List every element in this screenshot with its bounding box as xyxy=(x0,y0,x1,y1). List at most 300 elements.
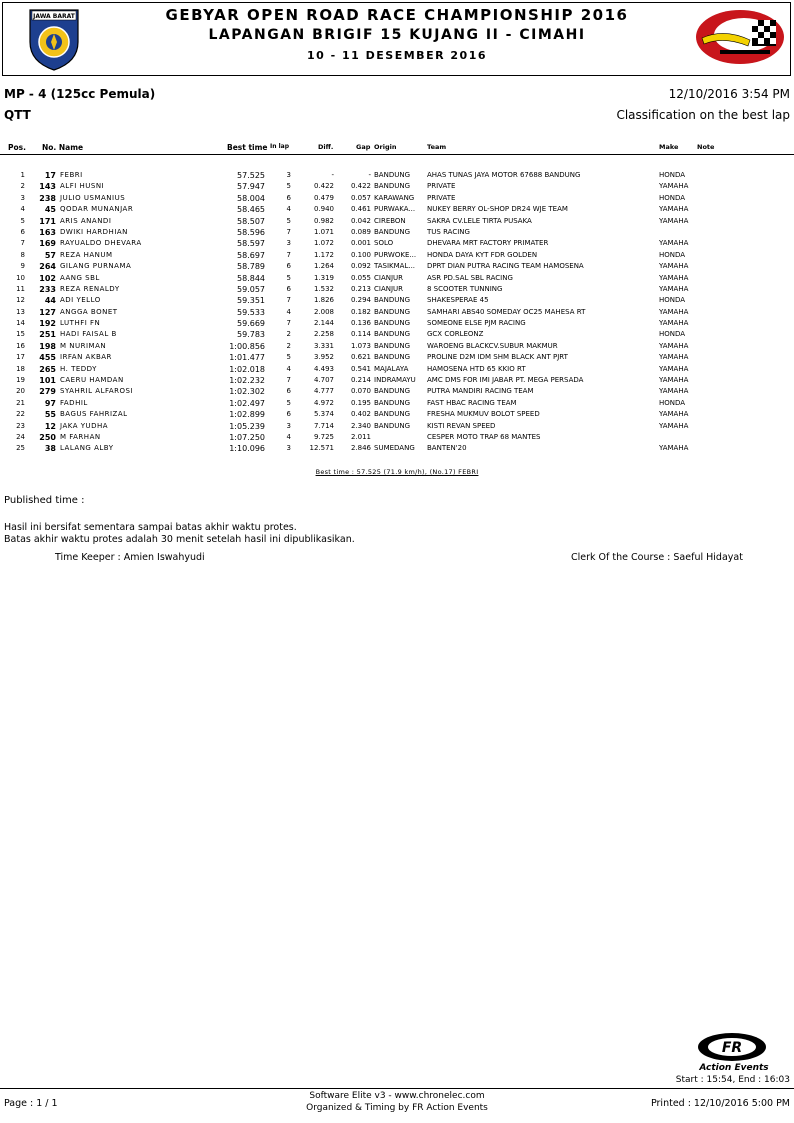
cell-best: 1:02.302 xyxy=(229,387,265,397)
session-start-end: Start : 15:54, End : 16:03 xyxy=(675,1075,790,1085)
cell-diff: 3.331 xyxy=(313,341,334,350)
cell-diff: 0.982 xyxy=(313,216,334,225)
cell-best: 58.004 xyxy=(237,193,265,203)
cell-pos: 20 xyxy=(16,387,25,396)
table-row xyxy=(0,421,794,432)
cell-team: PROLINE D2M IDM SHM BLACK ANT PJRT xyxy=(427,353,568,362)
table-row xyxy=(0,204,794,215)
cell-name: FEBRI xyxy=(60,171,83,179)
cell-team: AHAS TUNAS JAYA MOTOR 67688 BANDUNG xyxy=(427,171,581,179)
cell-name: AANG SBL xyxy=(60,273,100,282)
cell-best: 1:05.239 xyxy=(229,421,265,431)
cell-origin: BANDUNG xyxy=(374,330,411,339)
cell-lap: 7 xyxy=(286,376,291,385)
cell-lap: 6 xyxy=(286,410,291,419)
cell-diff: 1.071 xyxy=(313,227,334,236)
cell-make: YAMAHA xyxy=(659,421,689,430)
time-keeper: Time Keeper : Amien Iswahyudi xyxy=(55,552,205,563)
cell-make: YAMAHA xyxy=(659,387,689,396)
session-name: QTT xyxy=(4,108,31,122)
table-row xyxy=(0,295,794,306)
col-pos: Pos. xyxy=(8,143,26,152)
cell-name: H. TEDDY xyxy=(60,364,97,373)
cell-no: 198 xyxy=(39,341,56,351)
cell-best: 1:02.018 xyxy=(229,364,265,374)
cell-best: 1:00.856 xyxy=(229,341,265,351)
cell-best: 1:10.096 xyxy=(229,444,265,454)
event-title: GEBYAR OPEN ROAD RACE CHAMPIONSHIP 2016 xyxy=(165,6,629,24)
cell-gap: 0.294 xyxy=(350,296,371,305)
cell-best: 59.783 xyxy=(237,330,265,340)
cell-pos: 24 xyxy=(16,432,25,441)
cell-pos: 6 xyxy=(20,227,25,236)
cell-pos: 9 xyxy=(20,262,25,271)
cell-name: BAGUS FAHRIZAL xyxy=(60,410,128,419)
cell-team: BANTEN'20 xyxy=(427,444,467,453)
printed-datetime: Printed : 12/10/2016 5:00 PM xyxy=(650,1098,790,1109)
results-table xyxy=(0,170,794,455)
cell-best: 1:02.497 xyxy=(229,398,265,408)
cell-team: 8 SCOOTER TUNNING xyxy=(427,284,503,293)
cell-lap: 5 xyxy=(286,182,291,191)
col-no-name: No. Name xyxy=(42,143,84,152)
fr-action-events-logo-icon xyxy=(694,1030,774,1074)
cell-lap: 5 xyxy=(286,273,291,282)
cell-best: 59.057 xyxy=(237,284,265,294)
cell-pos: 22 xyxy=(16,410,25,419)
cell-no: 251 xyxy=(39,330,56,340)
table-row xyxy=(0,364,794,375)
cell-pos: 14 xyxy=(16,319,25,328)
cell-origin: BANDUNG xyxy=(374,410,411,419)
cell-no: 192 xyxy=(39,319,56,329)
cell-best: 1:02.899 xyxy=(229,410,265,420)
cell-team: SOMEONE ELSE PJM RACING xyxy=(427,319,526,328)
cell-make: YAMAHA xyxy=(659,273,689,282)
table-row xyxy=(0,261,794,272)
cell-pos: 16 xyxy=(16,341,25,350)
cell-name: CAERU HAMDAN xyxy=(60,376,124,385)
cell-diff: 5.374 xyxy=(313,410,334,419)
cell-lap: 2 xyxy=(286,341,291,350)
cell-pos: 7 xyxy=(20,239,25,248)
cell-diff: 3.952 xyxy=(313,353,334,362)
cell-team: GCX CORLEONZ xyxy=(427,330,484,339)
cell-pos: 2 xyxy=(20,182,25,191)
cell-best: 1:07.250 xyxy=(229,432,265,442)
cell-gap: 0.089 xyxy=(350,227,371,236)
col-note: Note xyxy=(697,143,715,151)
cell-pos: 17 xyxy=(16,353,25,362)
cell-best: 58.844 xyxy=(237,273,265,283)
svg-text:FR: FR xyxy=(721,1040,743,1056)
cell-diff: - xyxy=(331,171,334,179)
cell-name: ALFI HUSNI xyxy=(60,182,105,191)
cell-gap: 2.340 xyxy=(350,421,371,430)
cell-pos: 12 xyxy=(16,296,25,305)
cell-pos: 23 xyxy=(16,421,25,430)
cell-no: 45 xyxy=(44,205,56,215)
cell-gap: 0.055 xyxy=(350,273,371,282)
cell-name: ANGGA BONET xyxy=(60,307,118,316)
cell-make: YAMAHA xyxy=(659,307,689,316)
cell-origin: PURWOKE... xyxy=(374,250,417,259)
cell-gap: 0.070 xyxy=(350,387,371,396)
cell-lap: 4 xyxy=(286,307,291,316)
cell-diff: 12.571 xyxy=(309,444,334,453)
cell-make: YAMAHA xyxy=(659,341,689,350)
cell-diff: 0.940 xyxy=(313,205,334,214)
cell-name: LUTHFI FN xyxy=(60,319,101,328)
col-diff: Diff. xyxy=(318,143,334,151)
cell-no: 265 xyxy=(39,364,56,374)
software-credit: Software Elite v3 - www.chronelec.com xyxy=(309,1091,485,1101)
cell-pos: 3 xyxy=(20,193,25,202)
cell-team: SAMHARI ABS40 SOMEDAY OC25 MAHESA RT xyxy=(427,307,586,316)
cell-diff: 9.725 xyxy=(313,432,334,441)
cell-no: 171 xyxy=(39,216,56,226)
cell-no: 44 xyxy=(44,296,56,306)
cell-gap: 0.136 xyxy=(350,319,371,328)
cell-make: HONDA xyxy=(659,330,686,339)
report-datetime: 12/10/2016 3:54 PM xyxy=(668,87,790,101)
table-row xyxy=(0,181,794,192)
cell-origin: TASIKMAL... xyxy=(374,262,416,271)
event-dates: 10 - 11 DESEMBER 2016 xyxy=(306,49,487,62)
cell-team: AMC DMS FOR IMI JABAR PT. MEGA PERSADA xyxy=(427,376,584,385)
cell-diff: 4.707 xyxy=(313,376,334,385)
col-origin: Origin xyxy=(374,143,397,151)
cell-make: YAMAHA xyxy=(659,319,689,328)
page-number: Page : 1 / 1 xyxy=(4,1098,58,1109)
cell-lap: 5 xyxy=(286,353,291,362)
cell-gap: 0.100 xyxy=(350,250,371,259)
cell-gap: 2.846 xyxy=(350,444,371,453)
cell-gap: 0.195 xyxy=(350,398,371,407)
cell-lap: 4 xyxy=(286,205,291,214)
cell-name: M FARHAN xyxy=(60,432,101,441)
cell-no: 455 xyxy=(39,353,56,363)
cell-gap: 1.073 xyxy=(350,341,371,350)
cell-name: GILANG PURNAMA xyxy=(60,262,132,271)
cell-origin: BANDUNG xyxy=(374,387,411,396)
cell-make: YAMAHA xyxy=(659,182,689,191)
cell-origin: SOLO xyxy=(374,239,394,248)
cell-make: YAMAHA xyxy=(659,353,689,362)
table-row xyxy=(0,443,794,454)
table-row xyxy=(0,273,794,284)
cell-diff: 2.258 xyxy=(313,330,334,339)
classification-type: Classification on the best lap xyxy=(616,108,790,122)
cell-origin: BANDUNG xyxy=(374,398,411,407)
cell-team: PRIVATE xyxy=(427,193,456,202)
col-team: Team xyxy=(427,143,447,151)
cell-team: TUS RACING xyxy=(427,227,470,236)
cell-lap: 5 xyxy=(286,398,291,407)
cell-diff: 2.008 xyxy=(313,307,334,316)
cell-pos: 13 xyxy=(16,307,25,316)
cell-make: HONDA xyxy=(659,250,686,259)
cell-name: JULIO USMANIUS xyxy=(60,193,126,202)
cell-lap: 7 xyxy=(286,250,291,259)
cell-lap: 2 xyxy=(286,330,291,339)
cell-team: SAKRA CV.LELE TIRTA PUSAKA xyxy=(427,216,532,225)
cell-origin: SUMEDANG xyxy=(374,444,415,453)
cell-no: 57 xyxy=(44,250,56,260)
cell-origin: INDRAMAYU xyxy=(374,376,416,385)
cell-make: YAMAHA xyxy=(659,376,689,385)
cell-gap: 2.011 xyxy=(350,432,371,441)
table-row xyxy=(0,216,794,227)
footer-divider xyxy=(0,1088,794,1089)
cell-team: NUKEY BERRY OL-SHOP DR24 WJE TEAM xyxy=(427,205,568,214)
col-make: Make xyxy=(659,143,679,151)
table-row xyxy=(0,307,794,318)
cell-lap: 5 xyxy=(286,216,291,225)
cell-origin: BANDUNG xyxy=(374,296,411,305)
cell-origin: BANDUNG xyxy=(374,319,411,328)
cell-lap: 6 xyxy=(286,284,291,293)
sponsor-logo-icon xyxy=(694,8,786,66)
table-row xyxy=(0,250,794,261)
protest-note-1: Hasil ini bersifat sementara sampai batas akhir waktu protes. xyxy=(4,522,297,533)
table-row xyxy=(0,170,794,181)
cell-team: ASR PD.SAL SBL RACING xyxy=(427,273,513,282)
cell-team: KISTI REVAN SPEED xyxy=(427,421,496,430)
cell-no: 264 xyxy=(39,262,56,272)
cell-team: FRESHA MUKMUV BOLOT SPEED xyxy=(427,410,540,419)
clerk-of-course: Clerk Of the Course : Saeful Hidayat xyxy=(571,552,743,563)
cell-diff: 2.144 xyxy=(313,319,334,328)
cell-make: HONDA xyxy=(659,193,686,202)
cell-diff: 1.264 xyxy=(313,262,334,271)
cell-gap: 0.057 xyxy=(350,193,371,202)
cell-lap: 4 xyxy=(286,364,291,373)
cell-team: HONDA DAYA KYT FDR GOLDEN xyxy=(427,250,538,259)
cell-no: 102 xyxy=(39,273,56,283)
cell-gap: 0.182 xyxy=(350,307,371,316)
cell-best: 59.669 xyxy=(237,319,265,329)
cell-no: 12 xyxy=(44,421,56,431)
cell-name: QODAR MUNANJAR xyxy=(60,205,134,214)
cell-name: JAKA YUDHA xyxy=(60,421,109,430)
col-gap: Gap xyxy=(356,143,371,151)
cell-best: 1:02.232 xyxy=(229,376,265,386)
cell-make: HONDA xyxy=(659,296,686,305)
cell-origin: CIREBON xyxy=(374,216,406,225)
cell-no: 101 xyxy=(39,376,56,386)
cell-team: SHAKESPERAE 45 xyxy=(427,296,489,305)
table-row xyxy=(0,329,794,340)
cell-make: YAMAHA xyxy=(659,444,689,453)
cell-lap: 3 xyxy=(286,239,291,248)
cell-best: 59.533 xyxy=(237,307,265,317)
cell-gap: 0.541 xyxy=(350,364,371,373)
cell-lap: 6 xyxy=(286,387,291,396)
table-row xyxy=(0,375,794,386)
cell-name: DWIKI HARDHIAN xyxy=(60,227,128,236)
race-class: MP - 4 (125cc Pemula) xyxy=(4,87,156,101)
cell-no: 279 xyxy=(39,387,56,397)
cell-best: 1:01.477 xyxy=(229,353,265,363)
cell-gap: 0.001 xyxy=(350,239,371,248)
table-row xyxy=(0,341,794,352)
col-in-lap: In lap xyxy=(270,143,289,150)
cell-pos: 25 xyxy=(16,444,25,453)
header-divider xyxy=(0,154,794,155)
cell-lap: 7 xyxy=(286,319,291,328)
cell-lap: 3 xyxy=(286,444,291,453)
cell-name: IRFAN AKBAR xyxy=(60,353,112,362)
cell-origin: BANDUNG xyxy=(374,227,411,236)
cell-origin: BANDUNG xyxy=(374,421,411,430)
cell-name: FADHIL xyxy=(60,398,88,407)
cell-lap: 3 xyxy=(286,171,291,179)
cell-origin: MAJALAYA xyxy=(374,364,409,373)
cell-name: LALANG ALBY xyxy=(60,444,114,453)
cell-no: 250 xyxy=(39,432,56,442)
cell-team: CESPER MOTO TRAP 68 MANTES xyxy=(427,432,541,441)
table-row xyxy=(0,432,794,443)
cell-origin: PURWAKA... xyxy=(374,205,416,214)
cell-name: SYAHRIL ALFAROSI xyxy=(60,387,134,396)
organizer-credit: Organized & Timing by FR Action Events xyxy=(306,1103,488,1113)
cell-no: 238 xyxy=(39,193,56,203)
cell-make: YAMAHA xyxy=(659,216,689,225)
cell-gap: 0.621 xyxy=(350,353,371,362)
cell-make: YAMAHA xyxy=(659,262,689,271)
cell-pos: 10 xyxy=(16,273,25,282)
protest-note-2: Batas akhir waktu protes adalah 30 menit setelah hasil ini dipublikasikan. xyxy=(4,534,355,545)
cell-no: 38 xyxy=(44,444,56,454)
best-time-summary: Best time : 57.525 (71.9 km/h), (No.17) FEBRI xyxy=(315,468,479,476)
cell-name: REZA HANUM xyxy=(60,250,113,259)
cell-best: 57.947 xyxy=(237,182,265,192)
table-row xyxy=(0,238,794,249)
table-row xyxy=(0,193,794,204)
cell-origin: CIANJUR xyxy=(374,273,404,282)
cell-diff: 1.172 xyxy=(313,250,334,259)
cell-lap: 3 xyxy=(286,421,291,430)
cell-pos: 21 xyxy=(16,398,25,407)
cell-name: M NURIMAN xyxy=(60,341,107,350)
cell-best: 58.597 xyxy=(237,239,265,249)
cell-team: PUTRA MANDIRI RACING TEAM xyxy=(427,387,534,396)
cell-origin: CIANJUR xyxy=(374,284,404,293)
cell-no: 143 xyxy=(39,182,56,192)
cell-diff: 1.532 xyxy=(313,284,334,293)
cell-lap: 6 xyxy=(286,262,291,271)
cell-best: 59.351 xyxy=(237,296,265,306)
cell-gap: 0.422 xyxy=(350,182,371,191)
cell-diff: 4.972 xyxy=(313,398,334,407)
cell-team: DHEVARA MRT FACTORY PRIMATER xyxy=(427,239,549,248)
cell-diff: 1.072 xyxy=(313,239,334,248)
cell-name: HADI FAISAL B xyxy=(60,330,117,339)
cell-pos: 15 xyxy=(16,330,25,339)
cell-name: RAYUALDO DHEVARA xyxy=(60,239,142,248)
table-row xyxy=(0,398,794,409)
cell-gap: - xyxy=(368,171,371,179)
cell-diff: 4.777 xyxy=(313,387,334,396)
table-row xyxy=(0,227,794,238)
cell-team: PRIVATE xyxy=(427,182,456,191)
cell-make: YAMAHA xyxy=(659,205,689,214)
cell-team: HAMOSENA HTD 65 KKIO RT xyxy=(427,364,526,373)
cell-lap: 7 xyxy=(286,227,291,236)
cell-team: FAST HBAC RACING TEAM xyxy=(427,398,517,407)
cell-pos: 19 xyxy=(16,376,25,385)
table-row xyxy=(0,318,794,329)
published-time: Published time : xyxy=(4,495,85,506)
event-venue: LAPANGAN BRIGIF 15 KUJANG II - CIMAHI xyxy=(208,27,586,43)
cell-no: 97 xyxy=(44,398,56,408)
cell-name: REZA RENALDY xyxy=(60,284,120,293)
cell-team: WAROENG BLACKCV.SUBUR MAKMUR xyxy=(427,341,558,350)
cell-make: YAMAHA xyxy=(659,364,689,373)
table-row xyxy=(0,352,794,363)
cell-diff: 0.479 xyxy=(313,193,334,202)
cell-best: 58.789 xyxy=(237,262,265,272)
table-row xyxy=(0,409,794,420)
cell-origin: BANDUNG xyxy=(374,353,411,362)
cell-team: DPRT DIAN PUTRA RACING TEAM HAMOSENA xyxy=(427,262,584,271)
cell-gap: 0.042 xyxy=(350,216,371,225)
cell-make: YAMAHA xyxy=(659,284,689,293)
cell-origin: BANDUNG xyxy=(374,341,411,350)
cell-best: 58.697 xyxy=(237,250,265,260)
cell-best: 57.525 xyxy=(237,171,265,180)
cell-best: 58.596 xyxy=(237,227,265,237)
cell-pos: 18 xyxy=(16,364,25,373)
cell-make: YAMAHA xyxy=(659,410,689,419)
cell-origin: BANDUNG xyxy=(374,182,411,191)
cell-pos: 8 xyxy=(20,250,25,259)
cell-no: 163 xyxy=(39,227,56,237)
cell-lap: 6 xyxy=(286,193,291,202)
cell-lap: 4 xyxy=(286,432,291,441)
cell-gap: 0.213 xyxy=(350,284,371,293)
cell-pos: 5 xyxy=(20,216,25,225)
cell-gap: 0.214 xyxy=(350,376,371,385)
cell-no: 169 xyxy=(39,239,56,249)
cell-gap: 0.461 xyxy=(350,205,371,214)
cell-origin: BANDUNG xyxy=(374,171,411,179)
table-row xyxy=(0,386,794,397)
cell-make: HONDA xyxy=(659,398,686,407)
cell-diff: 4.493 xyxy=(313,364,334,373)
cell-diff: 0.422 xyxy=(313,182,334,191)
cell-gap: 0.114 xyxy=(350,330,371,339)
cell-lap: 7 xyxy=(286,296,291,305)
cell-diff: 1.826 xyxy=(313,296,334,305)
cell-no: 127 xyxy=(39,307,56,317)
cell-make: YAMAHA xyxy=(659,239,689,248)
cell-name: ARIS ANANDI xyxy=(60,216,112,225)
cell-pos: 4 xyxy=(20,205,25,214)
cell-origin: KARAWANG xyxy=(374,193,415,202)
cell-best: 58.465 xyxy=(237,205,265,215)
svg-text:Action Events: Action Events xyxy=(699,1063,769,1073)
cell-pos: 1 xyxy=(20,171,25,179)
cell-gap: 0.092 xyxy=(350,262,371,271)
cell-no: 233 xyxy=(39,284,56,294)
cell-diff: 1.319 xyxy=(313,273,334,282)
cell-origin: BANDUNG xyxy=(374,307,411,316)
cell-name: ADI YELLO xyxy=(60,296,101,305)
cell-gap: 0.402 xyxy=(350,410,371,419)
cell-make: HONDA xyxy=(659,171,686,179)
